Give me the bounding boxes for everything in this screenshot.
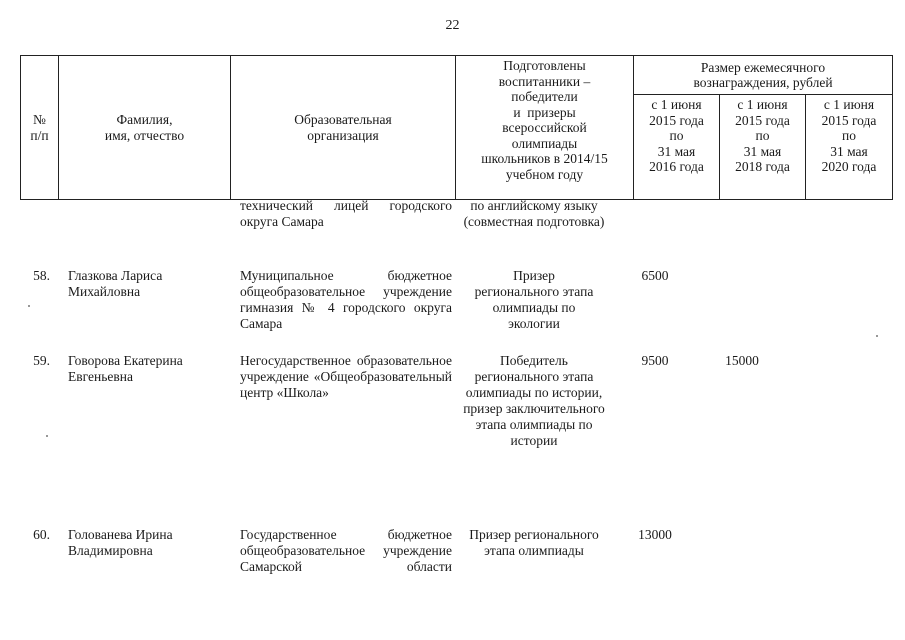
continuation-org: технический лицей городского округа Самара bbox=[240, 198, 452, 229]
header-fio: Фамилия, имя, отчество bbox=[59, 56, 231, 200]
header-period-3: с 1 июня 2015 года по 31 мая 2020 года bbox=[806, 95, 893, 200]
header-prepared: Подготовлены воспитанники – победители и призеры всероссийской олимпиады школьников в 2014/15 учебном году bbox=[456, 56, 634, 200]
row-amount-1: 6500 bbox=[641, 268, 669, 283]
row-org: Муниципальное бюджетное общеобразовательное учреждение гимназия № 4 городского округа Самара bbox=[240, 268, 452, 331]
row-olympiad: Призер регионального этапа олимпиады по экологии bbox=[474, 268, 594, 331]
row-olympiad: Призер регионального этапа олимпиады bbox=[469, 527, 599, 558]
row-org: Государственное бюджетное общеобразовательное учреждение Самарской области bbox=[240, 527, 452, 574]
scan-speck bbox=[876, 335, 878, 337]
row-num: 60. bbox=[33, 527, 50, 542]
row-amount-1: 13000 bbox=[638, 527, 672, 542]
row-fio: Глазкова Лариса Михайловна bbox=[68, 268, 163, 299]
row-fio: Голованева Ирина Владимировна bbox=[68, 527, 173, 558]
row-amount-2: 15000 bbox=[725, 353, 759, 368]
header-size: Размер ежемесячного вознаграждения, рублей bbox=[634, 56, 893, 95]
header-org: Образовательная организация bbox=[231, 56, 456, 200]
scan-speck bbox=[46, 435, 48, 437]
continuation-olympiad: по английскому языку (совместная подготовка) bbox=[463, 198, 605, 229]
row-org: Негосударственное образовательное учреждение «Общеобразовательный центр «Школа» bbox=[240, 353, 452, 400]
header-period-2: с 1 июня 2015 года по 31 мая 2018 года bbox=[720, 95, 806, 200]
header-num: № п/п bbox=[21, 56, 59, 200]
scan-speck bbox=[28, 305, 30, 307]
row-num: 58. bbox=[33, 268, 50, 283]
row-amount-1: 9500 bbox=[641, 353, 669, 368]
row-num: 59. bbox=[33, 353, 50, 368]
header-period-1: с 1 июня 2015 года по 31 мая 2016 года bbox=[634, 95, 720, 200]
table-header bbox=[20, 55, 893, 200]
row-fio: Говорова Екатерина Евгеньевна bbox=[68, 353, 183, 384]
row-olympiad: Победитель регионального этапа олимпиады по истории, призер заключительного этапа олимпиады по истории bbox=[463, 353, 605, 448]
page-number: 22 bbox=[445, 18, 460, 33]
